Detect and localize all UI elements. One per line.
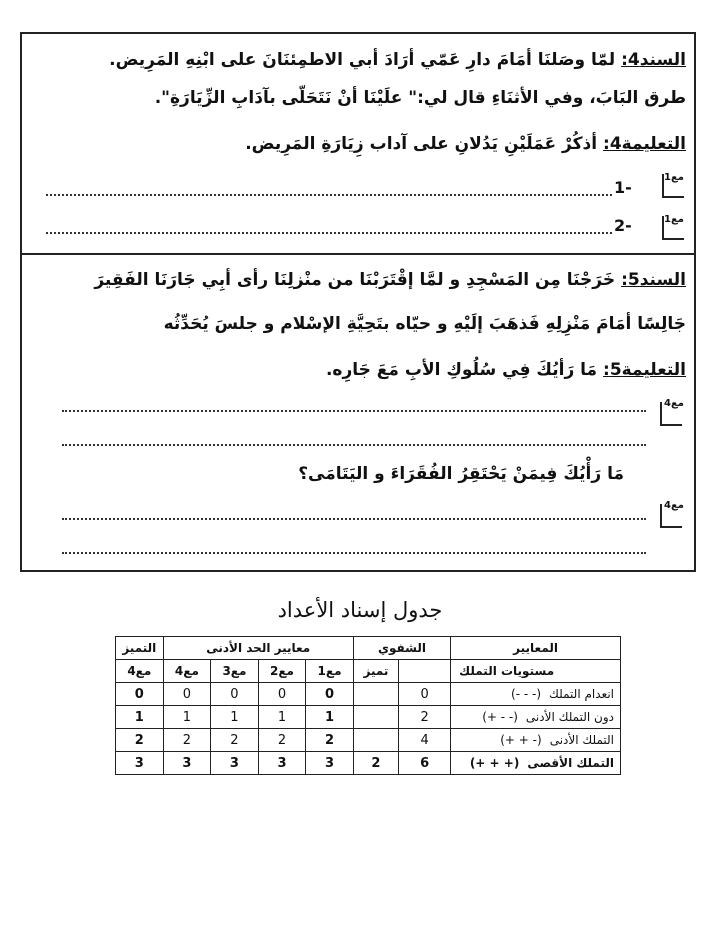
header-oral-tamayoz: تميز [353,660,398,683]
cell-c3: 3 [211,752,259,775]
cell-c2: 0 [258,683,306,706]
row-label [451,752,621,775]
q5-answer-line-1[interactable] [62,410,646,412]
level-label: التملك الأقصى [527,756,614,770]
table-row [116,706,621,729]
cell-oral: 4 [399,729,451,752]
q4-answer-number-2: 2- [614,216,632,235]
header-excellence: التميز [116,637,164,660]
q5-answer-line-2[interactable] [62,444,646,446]
cell-oral: 2 [399,706,451,729]
table-row [116,729,621,752]
cell-oral: 6 [399,752,451,775]
header-c2: مع2 [258,660,306,683]
cell-c3: 1 [211,706,259,729]
cell-oral-tamayoz [353,729,398,752]
q4-mark-label-1: مع1 [664,172,684,183]
cell-c1: 1 [306,706,354,729]
header-excellence-c4: مع4 [116,660,164,683]
header-min-criteria: معايير الحد الأدنى [163,637,353,660]
q5-mark-box-1 [660,402,682,426]
row-label [451,706,621,729]
cell-c4: 0 [163,683,211,706]
cell-c2: 2 [258,729,306,752]
q4-answer-line-2[interactable] [46,232,612,234]
cell-excellence: 3 [116,752,164,775]
header-oral-blank [399,660,451,683]
q4-sanad-label: السند4: [621,50,686,70]
cell-oral-tamayoz [353,683,398,706]
cell-c1: 3 [306,752,354,775]
header-levels: مستويات التملك [451,660,621,683]
q4-task-text: أذكُرْ عَمَلَيْنِ يَدُلانِ على آداب زِيَارَةِ المَرِيض. [245,134,598,154]
q4-sanad-text1: لمّا وصَلنَا أمَامَ دارِ عَمّي أرَادَ أبي الاطمِئنَانَ على ابْنِهِ المَرِيض. [109,50,616,70]
section-divider [20,253,696,255]
cell-oral-tamayoz: 2 [353,752,398,775]
row-label [451,683,621,706]
cell-c4: 2 [163,729,211,752]
level-label: انعدام التملك [549,687,614,701]
q5-task-label: التعليمة5: [603,360,686,380]
q4-mark-box-1 [662,174,684,198]
cell-excellence: 2 [116,729,164,752]
q5-mark-label-1: مع4 [664,398,684,409]
q4-task-label: التعليمة4: [603,134,686,154]
level-label: التملك الأدنى [549,733,614,747]
level-symbol: (+ + -) [500,733,542,747]
level-label: دون التملك الأدنى [525,710,614,724]
q4-mark-label-2: مع1 [664,214,684,225]
grades-table [115,636,621,775]
cell-oral: 0 [399,683,451,706]
cell-c4: 3 [163,752,211,775]
q4-answer-line-1[interactable] [46,194,612,196]
table-row [116,752,621,775]
header-c3: مع3 [211,660,259,683]
cell-c4: 1 [163,706,211,729]
q5-sanad-line2: جَالِسًا أمَامَ مَنْزِلِهِ فَذهَبَ إلَيْهِ و حيّاه بتَحِيَّةِ الإسْلام و جلسَ يُحَدِّثُه [163,314,686,334]
q5-task [326,360,686,380]
level-symbol: (- - -) [511,687,542,701]
cell-c3: 0 [211,683,259,706]
q5-answer-line-3[interactable] [62,518,646,520]
q4-sanad-line2: طرق البَابَ، وفي الأثنَاءِ قال لي:" علَيْنَا أنْ نَتَحَلّى بآدَابِ الزِّيَارَةِ". [154,88,686,108]
q5-sanad-label: السند5: [621,270,686,290]
q5-sanad-text1: خَرَجْنَا مِن المَسْجِدِ و لمَّا إقْتَرَبْنَا من منْزلِنَا رأى أبِي جَارَنَا الفَقِيرَ [94,270,616,290]
q4-task [245,134,686,154]
q5-sanad-line1 [94,270,686,290]
level-symbol: (+ - -) [482,710,518,724]
header-criteria: المعايير [451,637,621,660]
q5-answer-line-4[interactable] [62,552,646,554]
cell-c1: 2 [306,729,354,752]
cell-c3: 2 [211,729,259,752]
q5-question-2: مَا رَأْيُكَ فِيمَنْ يَحْتَقِرُ الفُقَرَاءَ و اليَتَامَى؟ [298,464,624,484]
q5-mark-box-2 [660,504,682,528]
level-symbol: (+ + +) [469,756,520,770]
cell-c2: 1 [258,706,306,729]
header-c4: مع4 [163,660,211,683]
q4-sanad-line1 [109,50,686,70]
cell-c1: 0 [306,683,354,706]
header-c1: مع1 [306,660,354,683]
q4-mark-box-2 [662,216,684,240]
q4-answer-number-1: 1- [614,178,632,197]
q5-mark-label-2: مع4 [664,500,684,511]
header-oral: الشفوي [353,637,450,660]
cell-c2: 3 [258,752,306,775]
row-label [451,729,621,752]
cell-excellence: 0 [116,683,164,706]
cell-excellence: 1 [116,706,164,729]
exam-frame [20,32,696,572]
q5-task-text: مَا رَأيُكَ فِي سُلُوكِ الأبِ مَعَ جَارِه. [325,360,598,380]
table-row [116,683,621,706]
cell-oral-tamayoz [353,706,398,729]
table-title: جدول إسناد الأعداد [277,598,443,622]
